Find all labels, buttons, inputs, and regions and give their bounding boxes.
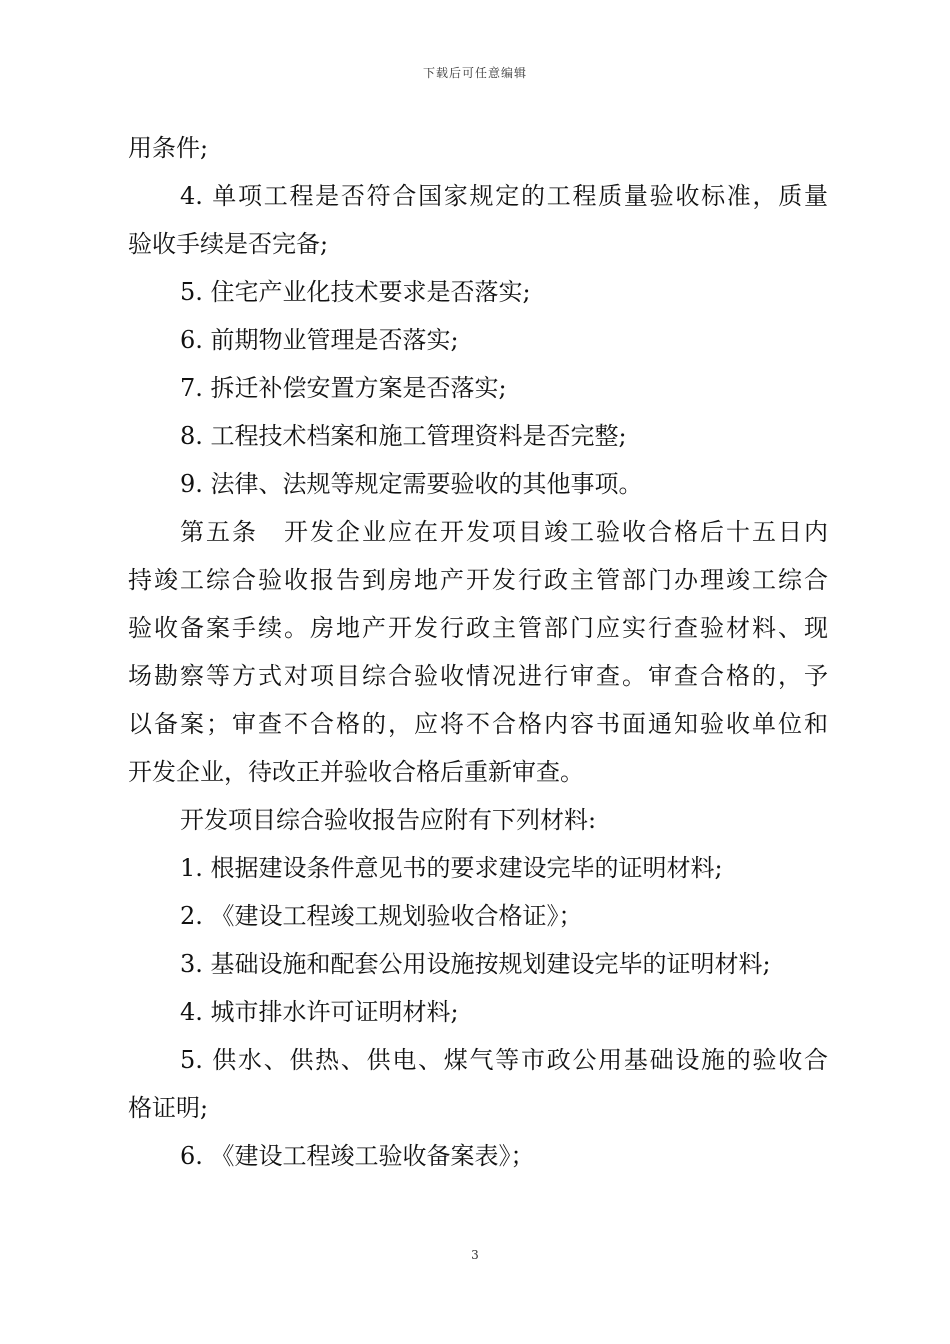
body-line: 用条件;: [128, 134, 209, 162]
body-line: 验收手续是否完备;: [128, 230, 329, 258]
body-line: 4. 城市排水许可证明材料;: [180, 998, 459, 1026]
body-line: 4. 单项工程是否符合国家规定的工程质量验收标准，质量: [180, 182, 828, 210]
page-number: 3: [471, 1248, 479, 1262]
body-line: 2. 《建设工程竣工规划验收合格证》；: [180, 902, 583, 930]
body-line: 5. 住宅产业化技术要求是否落实;: [180, 278, 531, 306]
body-line: 开发项目综合验收报告应附有下列材料:: [180, 806, 597, 834]
body-line: 5. 供水、供热、供电、煤气等市政公用基础设施的验收合: [180, 1046, 828, 1074]
body-line: 1. 根据建设条件意见书的要求建设完毕的证明材料;: [180, 854, 723, 882]
body-line: 开发企业，待改正并验收合格后重新审查。: [128, 758, 584, 786]
body-line: 8. 工程技术档案和施工管理资料是否完整;: [180, 422, 627, 450]
body-line: 3. 基础设施和配套公用设施按规划建设完毕的证明材料;: [180, 950, 771, 978]
page-header: 下载后可任意编辑: [422, 66, 527, 80]
body-line: 场勘察等方式对项目综合验收情况进行审查。审查合格的，予: [128, 662, 828, 690]
body-line: 以备案；审查不合格的，应将不合格内容书面通知验收单位和: [128, 710, 828, 738]
body-line: 格证明;: [128, 1094, 209, 1122]
body-line: 9. 法律、法规等规定需要验收的其他事项。: [180, 470, 643, 498]
body-line: 第五条 开发企业应在开发项目竣工验收合格后十五日内: [180, 518, 828, 546]
body-line: 6. 前期物业管理是否落实;: [180, 326, 459, 354]
document-body: [128, 124, 828, 1180]
body-line: 持竣工综合验收报告到房地产开发行政主管部门办理竣工综合: [128, 566, 828, 594]
body-line: 验收备案手续。房地产开发行政主管部门应实行查验材料、现: [128, 614, 828, 642]
body-line: 7. 拆迁补偿安置方案是否落实;: [180, 374, 507, 402]
body-line: 6. 《建设工程竣工验收备案表》；: [180, 1142, 535, 1170]
